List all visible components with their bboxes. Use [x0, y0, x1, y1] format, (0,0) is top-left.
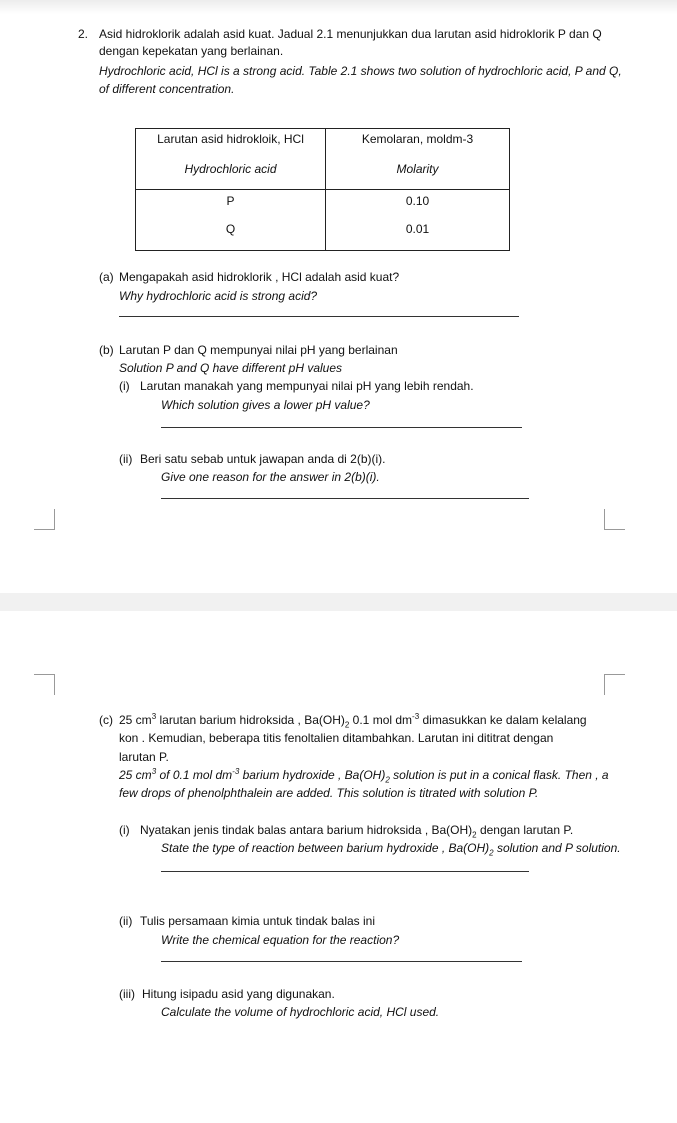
part-c-iii-label: (iii) [119, 987, 135, 1001]
part-c-i-label: (i) [119, 823, 130, 837]
part-b-ii-question-ms: Beri satu sebab untuk jawapan anda di 2(b)(i). [140, 452, 386, 466]
part-c-i-answer-line[interactable] [161, 871, 529, 872]
part-c-i-question-en: State the type of reaction between barium hydroxide , $Ba(OH)_2$ solution and P solution. [161, 841, 621, 858]
molarity-cell [326, 190, 510, 251]
intro-text-ms-line2: dengan kepekatan yang berlainan. [99, 44, 284, 58]
header-molarity-en: Molarity [396, 162, 439, 176]
intro-text-en-line1: Hydrochloric acid, HCl is a strong acid. Table 2.1 shows two solution of hydrochloric acid, P and Q, [99, 64, 622, 78]
solution-p: P [226, 194, 235, 208]
part-c-iii-question-en: Calculate the volume of hydrochloric acid, HCl used. [161, 1005, 440, 1019]
crop-mark-bottom-left [34, 674, 55, 695]
header-solution-en: Hydrochloric acid [184, 162, 277, 176]
part-c-ii-label: (ii) [119, 914, 133, 928]
part-b-label: (b) [99, 343, 114, 357]
header-solution-cell [136, 129, 326, 190]
intro-text-en-line2: of different concentration. [99, 82, 235, 96]
part-b-i-question-en: Which solution gives a lower pH value? [161, 398, 370, 412]
part-c-stem-en-line1: 25 $cm^3$ of 0.1 mol $dm^{-3}$ barium hydroxide , $Ba(OH)_2$ solution is put in a conical flask. Then , a [119, 767, 609, 785]
crop-mark-top-right [604, 509, 625, 530]
header-molarity-ms: Kemolaran, moldm-3 [361, 132, 474, 146]
molarity-p: 0.10 [405, 194, 430, 208]
crop-mark-top-left [34, 509, 55, 530]
header-molarity-cell [326, 129, 510, 190]
part-b-ii-label: (ii) [119, 452, 133, 466]
part-b-i-answer-line[interactable] [161, 427, 522, 428]
header-solution-ms: Larutan asid hidrokloik, HCl [157, 132, 304, 146]
part-b-i-question-ms: Larutan manakah yang mempunyai nilai pH yang lebih rendah. [140, 379, 474, 393]
part-b-stem-en: Solution P and Q have different pH values [119, 361, 343, 375]
part-c-stem-en-line2: few drops of phenolphthalein are added. This solution is titrated with solution P. [119, 786, 539, 800]
solution-cell [136, 190, 326, 251]
intro-text-ms-line1: Asid hidroklorik adalah asid kuat. Jadual 2.1 menunjukkan dua larutan asid hidroklorik P dan Q [99, 27, 602, 41]
question-number: 2. [78, 27, 89, 41]
part-c-label: (c) [99, 713, 113, 727]
part-b-ii-question-en: Give one reason for the answer in 2(b)(i). [161, 470, 380, 484]
part-a-question-ms: Mengapakah asid hidroklorik , HCl adalah asid kuat? [119, 270, 400, 284]
part-c-stem-ms-line1: 25 $cm^3$ larutan barium hidroksida , $Ba(OH)_2$ 0.1 mol $dm^{-3}$ dimasukkan ke dalam kelalang [119, 712, 587, 730]
page-break-gap [0, 593, 677, 611]
part-c-iii-question-ms: Hitung isipadu asid yang digunakan. [142, 987, 335, 1001]
concentration-table [135, 128, 510, 251]
part-b-ii-answer-line[interactable] [161, 498, 529, 499]
part-c-ii-question-en: Write the chemical equation for the reaction? [161, 933, 400, 947]
crop-mark-bottom-right [604, 674, 625, 695]
table-body-row [136, 190, 510, 251]
part-a-answer-line[interactable] [119, 316, 519, 317]
molarity-q: 0.01 [405, 222, 430, 236]
part-c-stem-ms-line2: kon . Kemudian, beberapa titis fenoltalien ditambahkan. Larutan ini dititrat dengan [119, 731, 554, 745]
part-b-stem-ms: Larutan P dan Q mempunyai nilai pH yang berlainan [119, 343, 398, 357]
solution-q: Q [225, 222, 236, 236]
part-c-stem-ms-line3: larutan P. [119, 750, 169, 764]
part-a-label: (a) [99, 270, 114, 284]
part-b-i-label: (i) [119, 379, 130, 393]
part-c-i-question-ms: Nyatakan jenis tindak balas antara barium hidroksida , $Ba(OH)_2$ dengan larutan P. [140, 823, 574, 840]
part-a-question-en: Why hydrochloric acid is strong acid? [119, 289, 318, 303]
table-header-row [136, 129, 510, 190]
page-top-shadow [0, 0, 677, 14]
part-c-ii-question-ms: Tulis persamaan kimia untuk tindak balas ini [140, 914, 376, 928]
part-c-ii-answer-line[interactable] [161, 961, 522, 962]
